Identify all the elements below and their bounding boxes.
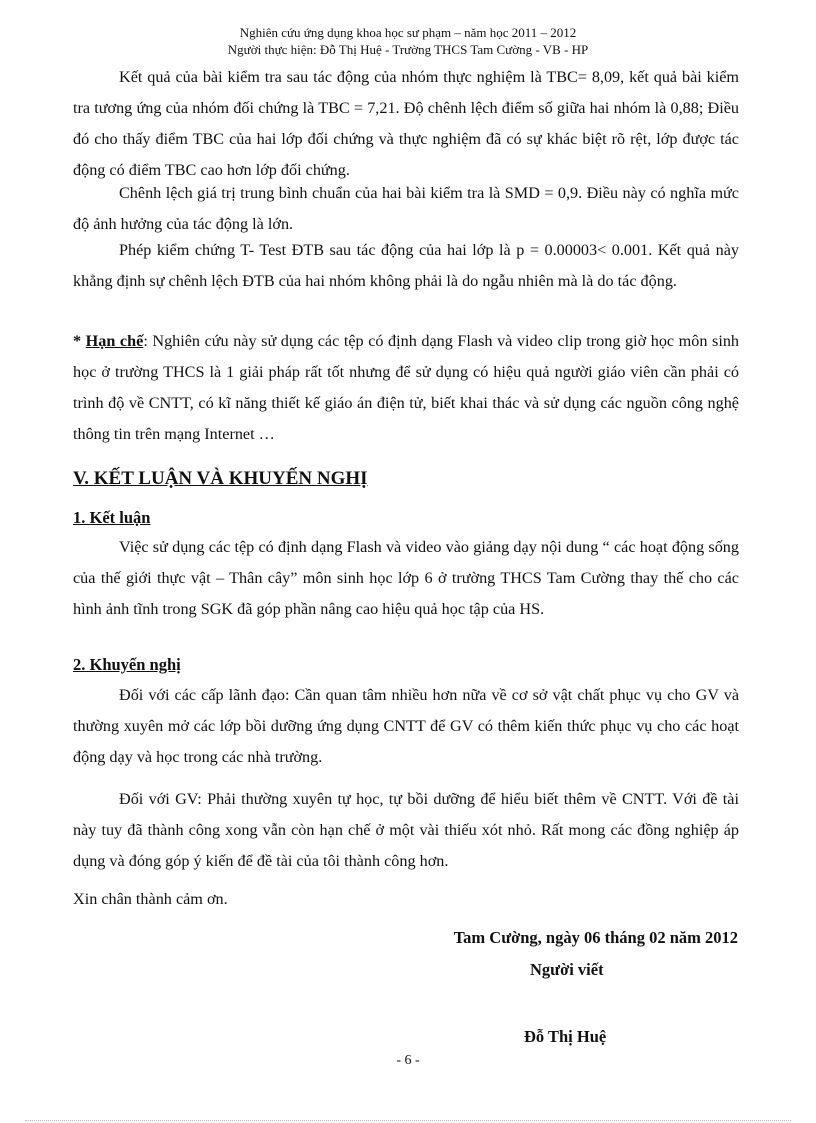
section-title-conclusion: V. KẾT LUẬN VÀ KHUYẾN NGHỊ (73, 468, 368, 489)
subsection-title-conclusion: 1. Kết luận (73, 508, 151, 527)
paragraph-recommendation-teachers: Đối với GV: Phải thường xuyên tự học, tự bồi dưỡng để hiểu biết thêm về CNTT. Với đề tài này tuy đã thành công xong vẫn còn hạn chế ở một vài thiếu xót nhỏ. Rất mong các đồng nghiệp áp dụng và đóng góp ý kiến để đề tài của tôi thành công hơn. (73, 790, 739, 870)
paragraph-smd: Chênh lệch giá trị trung bình chuẩn của hai bài kiểm tra là SMD = 0,9. Điều này có nghĩa mức độ ảnh hưởng của tác động là lớn. (73, 184, 739, 233)
paragraph-results: Kết quả của bài kiểm tra sau tác động của nhóm thực nghiệm là TBC= 8,09, kết quả bài kiểm tra tương ứng của nhóm đối chứng là TBC = 7,21. Độ chênh lệch điểm số giữa hai nhóm là 0,88; Điều đó cho thấy điểm TBC của hai lớp đối chứng và thực nghiệm đã có sự khác biệt rõ rệt, lớp được tác động có điểm TBC cao hơn lớp đối chứng. (73, 68, 739, 179)
limitations-star: * (73, 332, 86, 350)
paragraph-recommendation-leaders: Đối với các cấp lãnh đạo: Cần quan tâm nhiều hơn nữa về cơ sở vật chất phục vụ cho GV và thường xuyên mở các lớp bồi dưỡng ứng dụng CNTT để GV có thêm kiến thức phục vụ cho các hoạt động dạy và học trong các nhà trường. (73, 686, 739, 766)
subsection-title-recommendation: 2. Khuyến nghị (73, 655, 181, 674)
header-line-1: Nghiên cứu ứng dụng khoa học sư phạm – năm học 2011 – 2012 (239, 25, 577, 40)
paragraph-ttest: Phép kiểm chứng T- Test ĐTB sau tác động của hai lớp là p = 0.00003< 0.001. Kết quả này khẳng định sự chênh lệch ĐTB của hai nhóm không phải là do ngẫu nhiên mà là do tác động. (73, 241, 739, 290)
limitations-label: Hạn chế (85, 332, 144, 350)
signature-name: Đỗ Thị Huệ (524, 1027, 607, 1046)
limitations-text: : Nghiên cứu này sử dụng các tệp có định dạng Flash và video clip trong giờ học môn sinh học ở trường THCS là 1 giải pháp rất tốt nhưng để sử dụng có hiệu quả người giáo viên cần phải có trình độ về CNTT, có kĩ năng thiết kế giáo án điện tử, biết khai thác và sử dụng các nguồn công nghệ thông tin trên mạng Internet … (73, 332, 740, 443)
page-bottom-divider (25, 1120, 791, 1121)
paragraph-conclusion: Việc sử dụng các tệp có định dạng Flash và video vào giảng dạy nội dung “ các hoạt động sống của thế giới thực vật – Thân cây” môn sinh học lớp 6 ở trường THCS Tam Cường thay thế cho các hình ảnh tĩnh trong SGK đã góp phần nâng cao hiệu quả học tập của HS. (73, 538, 739, 618)
page-number: - 6 - (396, 1053, 420, 1068)
paragraph-thanks: Xin chân thành cảm ơn. (73, 890, 228, 908)
signature-role: Người viết (530, 960, 604, 979)
paragraph-limitations (73, 326, 739, 450)
signature-place-date: Tam Cường, ngày 06 tháng 02 năm 2012 (453, 928, 738, 947)
header-line-2: Người thực hiện: Đỗ Thị Huệ - Trường THCS Tam Cường - VB - HP (227, 42, 589, 57)
